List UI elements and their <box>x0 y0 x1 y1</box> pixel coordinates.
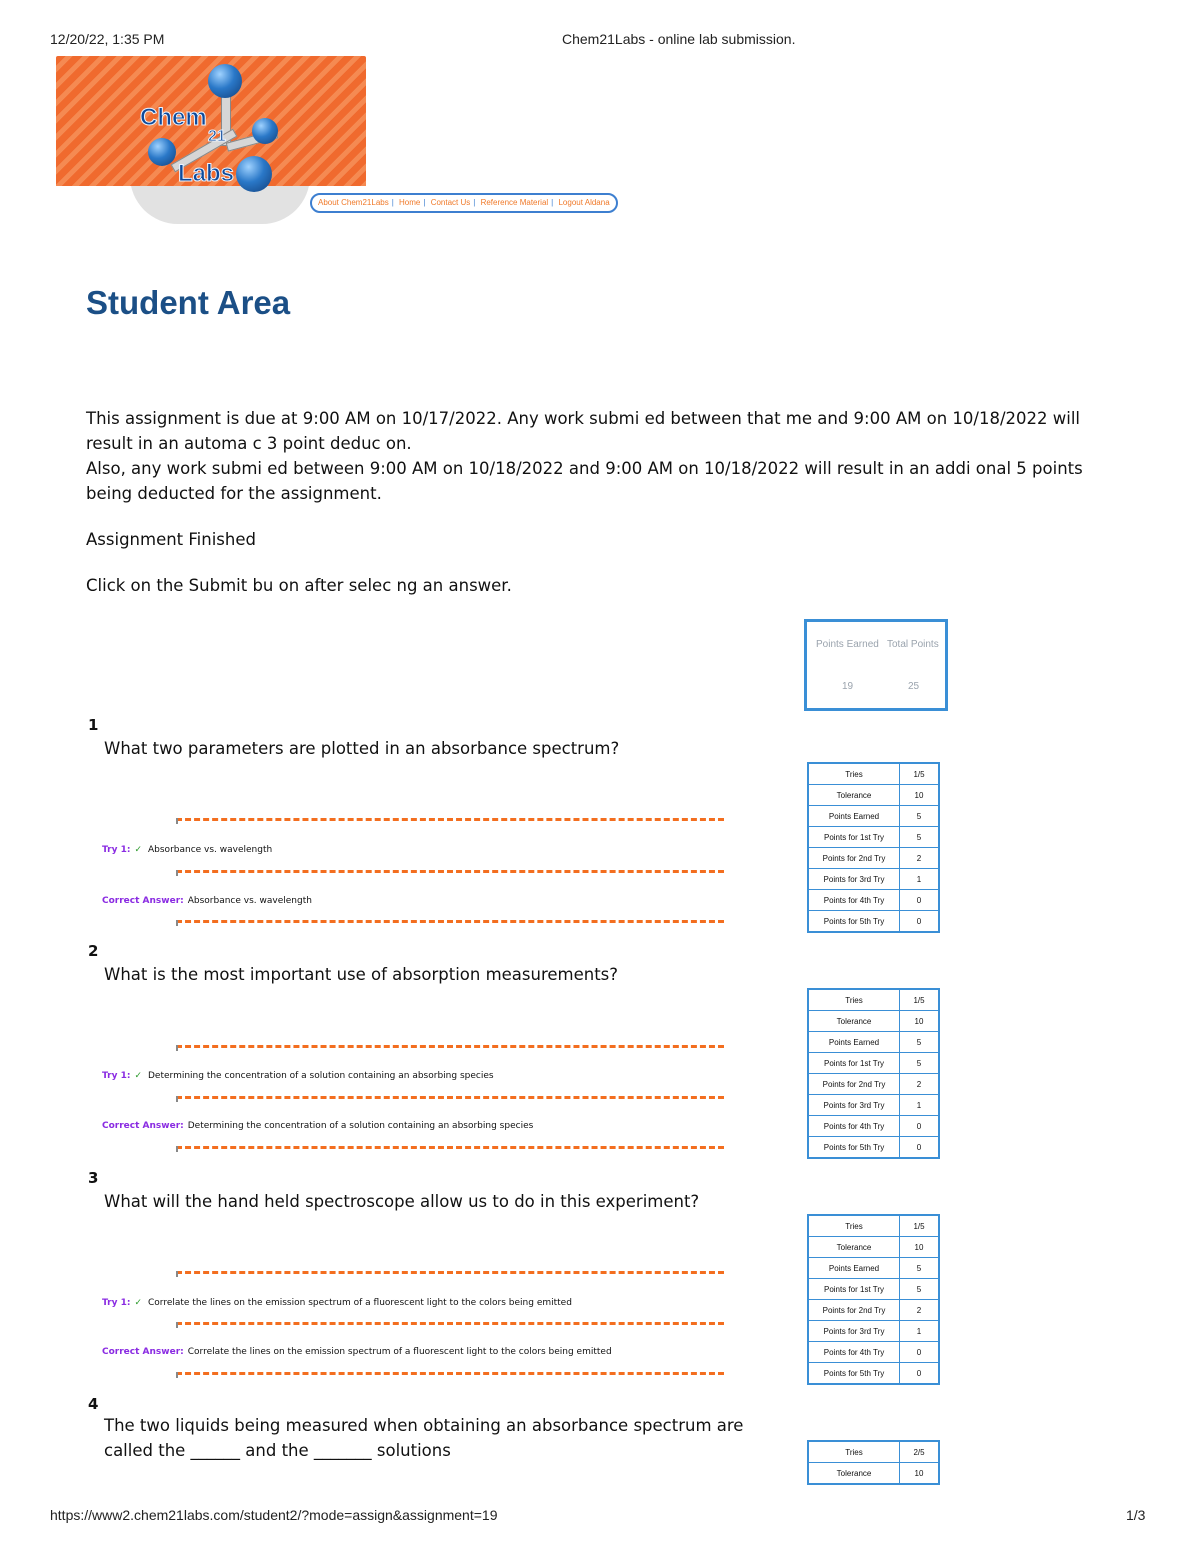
stat-value: 2 <box>900 1300 940 1321</box>
question-number: 2 <box>88 942 99 960</box>
stat-key: Tries <box>808 1215 900 1237</box>
question-number: 3 <box>88 1169 99 1187</box>
stat-key: Points Earned <box>808 1258 900 1279</box>
question-text: What is the most important use of absorption measurements? <box>104 965 619 984</box>
print-page-title: Chem21Labs - online lab submission. <box>562 31 796 47</box>
check-icon: ✓ <box>134 1071 142 1081</box>
assignment-status: Assignment Finished <box>86 530 256 549</box>
stat-key: Points for 2nd Try <box>808 848 900 869</box>
stat-value: 5 <box>900 1032 940 1053</box>
stat-key: Tolerance <box>808 1011 900 1032</box>
stat-key: Tolerance <box>808 1237 900 1258</box>
divider <box>176 1271 724 1274</box>
divider <box>176 870 724 873</box>
stat-key: Points for 3rd Try <box>808 869 900 890</box>
stat-value: 2 <box>900 848 940 869</box>
stat-key: Points for 5th Try <box>808 1137 900 1159</box>
stat-key: Points for 2nd Try <box>808 1074 900 1095</box>
stat-key: Tolerance <box>808 785 900 806</box>
question-stats-table <box>807 1440 940 1485</box>
stat-value: 0 <box>900 911 940 933</box>
total-points-value: 25 <box>908 681 920 692</box>
try-row <box>102 845 272 855</box>
score-summary <box>804 619 948 711</box>
submit-instruction: Click on the Submit bu on after selec ng an answer. <box>86 576 512 595</box>
stat-key: Points Earned <box>808 1032 900 1053</box>
stat-key: Points for 4th Try <box>808 1342 900 1363</box>
stat-key: Tolerance <box>808 1463 900 1485</box>
check-icon: ✓ <box>134 845 142 855</box>
try-row <box>102 1071 494 1081</box>
stat-key: Points for 4th Try <box>808 890 900 911</box>
stat-value: 5 <box>900 806 940 827</box>
stat-value: 10 <box>900 785 940 806</box>
stat-value: 1/5 <box>900 1215 940 1237</box>
stat-value: 1/5 <box>900 989 940 1011</box>
nav-home[interactable]: Home <box>399 198 421 207</box>
question-text: What two parameters are plotted in an absorbance spectrum? <box>104 739 620 758</box>
print-datetime: 12/20/22, 1:35 PM <box>50 31 165 47</box>
late-notice: Also, any work submi ed between 9:00 AM on 10/18/2022 and 9:00 AM on 10/18/2022 will result in an addi onal 5 points being deducted for the assignment. <box>86 459 1083 503</box>
print-url: https://www2.chem21labs.com/student2/?mode=assign&assignment=19 <box>50 1507 498 1523</box>
stat-value: 0 <box>900 1116 940 1137</box>
divider <box>176 1096 724 1099</box>
due-notice: This assignment is due at 9:00 AM on 10/17/2022. Any work submi ed between that me and 9:00 AM on 10/18/2022 will result in an automa c 3 point deduc on. <box>86 409 1080 453</box>
stat-key: Tries <box>808 763 900 785</box>
stat-value: 5 <box>900 1279 940 1300</box>
stat-value: 10 <box>900 1237 940 1258</box>
divider <box>176 1322 724 1325</box>
stat-key: Points for 4th Try <box>808 1116 900 1137</box>
stat-value: 1 <box>900 869 940 890</box>
stat-value: 1 <box>900 1321 940 1342</box>
stat-key: Points for 3rd Try <box>808 1321 900 1342</box>
correct-answer-label: Correct Answer: <box>102 1347 184 1357</box>
points-earned-label: Points Earned <box>816 639 879 650</box>
question-text: The two liquids being measured when obtaining an absorbance spectrum are called the ______ and the _______ solutions <box>104 1416 744 1460</box>
question-stats-table <box>807 1214 940 1385</box>
logo-word-labs: Labs <box>178 160 235 187</box>
try-answer: Correlate the lines on the emission spectrum of a fluorescent light to the colors being emitted <box>148 1298 572 1308</box>
divider <box>176 920 724 923</box>
stat-key: Points for 2nd Try <box>808 1300 900 1321</box>
correct-answer-row <box>102 896 312 906</box>
stat-value: 1 <box>900 1095 940 1116</box>
logo-word-chem: Chem <box>140 104 207 131</box>
stat-value: 0 <box>900 1137 940 1159</box>
stat-value: 10 <box>900 1011 940 1032</box>
correct-answer-row <box>102 1347 612 1357</box>
stat-value: 5 <box>900 1053 940 1074</box>
stat-key: Points for 5th Try <box>808 911 900 933</box>
stat-key: Tries <box>808 989 900 1011</box>
page-title: Student Area <box>86 284 291 321</box>
nav-reference[interactable]: Reference Material <box>480 198 549 207</box>
try-answer: Absorbance vs. wavelength <box>148 845 273 855</box>
divider <box>176 1045 724 1048</box>
try-row <box>102 1298 572 1308</box>
nav-about[interactable]: About Chem21Labs <box>318 198 389 207</box>
question-number: 1 <box>88 716 99 734</box>
chem21labs-logo[interactable] <box>56 56 366 186</box>
stat-value: 5 <box>900 827 940 848</box>
question-number: 4 <box>88 1395 99 1413</box>
total-points-label: Total Points <box>887 639 939 650</box>
try-answer: Determining the concentration of a solution containing an absorbing species <box>148 1071 494 1081</box>
logo-number: 21 <box>208 128 226 145</box>
points-earned-value: 19 <box>842 681 854 692</box>
question-stats-table <box>807 762 940 933</box>
stat-value: 10 <box>900 1463 940 1485</box>
top-nav: About Chem21Labs | Home | Contact Us | Reference Material | Logout Aldana <box>310 193 618 213</box>
question-stats-table <box>807 988 940 1159</box>
stat-key: Points for 5th Try <box>808 1363 900 1385</box>
correct-answer-label: Correct Answer: <box>102 1121 184 1131</box>
stat-key: Points for 1st Try <box>808 1279 900 1300</box>
correct-answer-row <box>102 1121 533 1131</box>
stat-key: Points Earned <box>808 806 900 827</box>
stat-key: Points for 3rd Try <box>808 1095 900 1116</box>
try-label: Try 1: <box>102 1071 131 1081</box>
stat-value: 2/5 <box>900 1441 940 1463</box>
divider <box>176 1146 724 1149</box>
check-icon: ✓ <box>134 1298 142 1308</box>
try-label: Try 1: <box>102 845 131 855</box>
divider <box>176 818 724 821</box>
print-page-number: 1/3 <box>1126 1507 1146 1523</box>
correct-answer: Absorbance vs. wavelength <box>187 896 312 906</box>
nav-contact[interactable]: Contact Us <box>430 198 471 207</box>
stat-value: 5 <box>900 1258 940 1279</box>
correct-answer-label: Correct Answer: <box>102 896 184 906</box>
nav-logout[interactable]: Logout Aldana <box>558 198 610 207</box>
stat-value: 2 <box>900 1074 940 1095</box>
stat-key: Points for 1st Try <box>808 827 900 848</box>
correct-answer: Determining the concentration of a solution containing an absorbing species <box>187 1121 534 1131</box>
stat-value: 1/5 <box>900 763 940 785</box>
correct-answer: Correlate the lines on the emission spectrum of a fluorescent light to the colors being emitted <box>187 1347 612 1357</box>
stat-key: Tries <box>808 1441 900 1463</box>
question-text: What will the hand held spectroscope allow us to do in this experiment? <box>104 1192 700 1211</box>
stat-value: 0 <box>900 890 940 911</box>
divider <box>176 1372 724 1375</box>
try-label: Try 1: <box>102 1298 131 1308</box>
stat-key: Points for 1st Try <box>808 1053 900 1074</box>
stat-value: 0 <box>900 1363 940 1385</box>
stat-value: 0 <box>900 1342 940 1363</box>
